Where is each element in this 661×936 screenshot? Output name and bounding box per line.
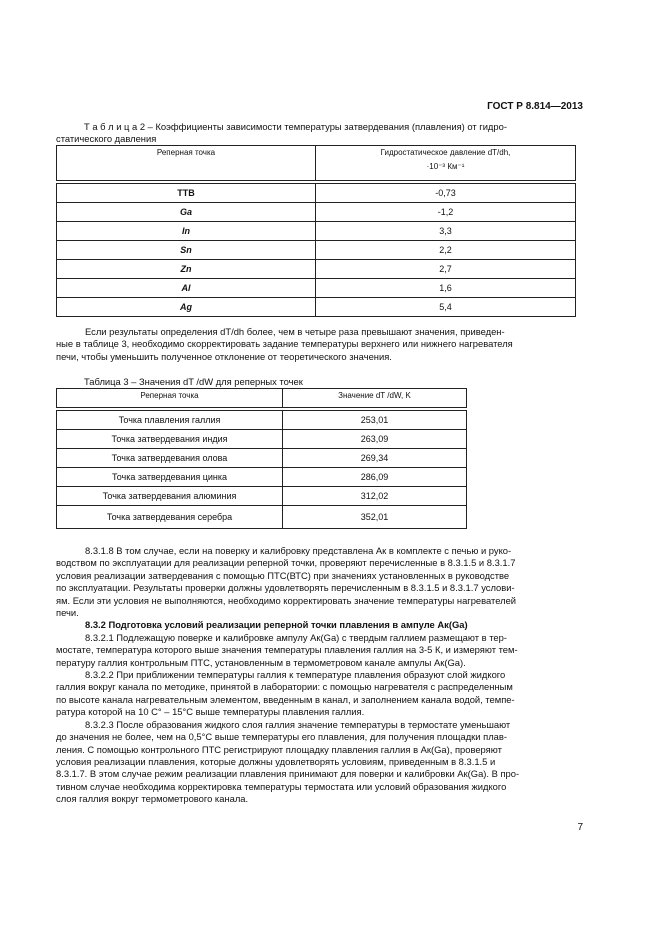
table2-point: Ga: [57, 203, 316, 222]
body-text: [56, 545, 584, 806]
page-number: 7: [577, 822, 583, 833]
table3-value: 269,34: [283, 449, 467, 468]
text-line: 8.3.1.7. В этом случае режим реализации плавления принимают для поверки и калибровки Ак(Ga). В про-: [56, 768, 520, 780]
text-line: пературу галлия контрольным ПТС, установленным в термометровом канале ампулы Ак(Ga).: [56, 656, 466, 668]
text-line: 8.3.1.8 В том случае, если на поверку и калибровку представлена Ак в комплекте с печью и руко-: [85, 545, 512, 556]
table-row: [57, 260, 576, 279]
text-line: до значения не более, чем на 0,5°С выше температуры его плавления, для получения площадки плав-: [56, 731, 507, 743]
text-line: условия реализации плавления, которые должны удовлетворять условиям, приведенным в 8.3.1.5 и: [56, 755, 496, 767]
table3-point: Точка затвердевания олова: [57, 449, 283, 468]
text-line: галлия вокруг канала по методике, принятой в лаборатории: с помощью нагревателя с распределенным: [56, 681, 513, 693]
table2-point: ТТВ: [57, 184, 316, 203]
table2-point: Ag: [57, 298, 316, 317]
table3-point: Точка затвердевания цинка: [57, 468, 283, 487]
text-line: по эксплуатации. Результаты проверки должны удовлетворять перечисленным в 8.3.1.5 и 8.3.1.7 услови-: [56, 582, 515, 594]
text-line: тивном случае необходима корректировка температуры термостата или условий образования жидкого: [56, 780, 507, 792]
table2-caption-cont: статического давления: [56, 133, 157, 144]
table3-value: 286,09: [283, 468, 467, 487]
table2-point: Al: [57, 279, 316, 298]
text-line: печи, чтобы уменьшить полученное отклонение от теоретического значения.: [56, 350, 392, 362]
table2-point: Zn: [57, 260, 316, 279]
table-row: [57, 506, 467, 529]
text-line: печи.: [56, 607, 79, 619]
table-row: [57, 203, 576, 222]
paragraph-dtdh: [56, 326, 584, 363]
table-row: [57, 279, 576, 298]
section-heading: 8.3.2 Подготовка условий реализации реперной точки плавления в ампуле Ак(Ga): [85, 619, 468, 631]
table3-value: 263,09: [283, 430, 467, 449]
table3-value: 312,02: [283, 487, 467, 506]
table-row: [57, 184, 576, 203]
table-row: [57, 298, 576, 317]
table2-caption: Т а б л и ц а 2 – Коэффициенты зависимости температуры затвердевания (плавления) от гидро-: [84, 121, 507, 132]
text-line: 8.3.2.1 Подлежащую поверке и калибровке ампулу Ак(Ga) с твердым галлием размещают в тер-: [85, 631, 507, 643]
text-line: ные в таблице 3, необходимо скорректировать задание температуры верхнего или нижнего нагревателя: [56, 338, 513, 350]
text-line: ления. С помощью контрольного ПТС регистрируют площадку плавления галлия в Ак(Ga), проверяют: [56, 743, 502, 755]
table2-col2-unit: ·10⁻³ Км⁻¹: [426, 162, 465, 171]
table2-value: 2,7: [316, 260, 576, 279]
table2-value: 3,3: [316, 222, 576, 241]
table3-point: Точка затвердевания индия: [57, 430, 283, 449]
table3: [56, 388, 467, 529]
table-row: [57, 222, 576, 241]
table3-col2: Значение dT /dW, K: [283, 389, 467, 408]
table-row: [57, 411, 467, 430]
table3-value: 253,01: [283, 411, 467, 430]
table3-col1: Реперная точка: [57, 389, 283, 408]
text-line: условия реализации затвердевания с помощью ПТС(ВТС) при значениях установленных в руководстве: [56, 569, 510, 581]
table2-col2: [316, 146, 576, 181]
text-line: 8.3.2.3 После образования жидкого слоя галлия значение температуры в термостате уменьшают: [85, 718, 511, 730]
table-row: [57, 430, 467, 449]
table2-col2-title: Гидростатическое давление dT/dh,: [380, 148, 511, 157]
text-line: слоя галлия вокруг термометрового канала.: [56, 793, 249, 805]
table2-value: 2,2: [316, 241, 576, 260]
table3-point: Точка затвердевания алюминия: [57, 487, 283, 506]
text-line: ям. Если эти условия не выполняются, необходимо корректировать значение температуры нагревателей: [56, 594, 517, 606]
table-row: [57, 241, 576, 260]
table2-value: 1,6: [316, 279, 576, 298]
table3-point: Точка плавления галлия: [57, 411, 283, 430]
text-line: мостате, температура которого выше значения температуры плавления галлия на 3-5 К, и измеряют тем-: [56, 644, 518, 656]
table-row: [57, 449, 467, 468]
table3-value: 352,01: [283, 506, 467, 529]
text-line: Если результаты определения dT/dh более, чем в четыре раза превышают значения, приведен-: [85, 326, 505, 337]
standard-header: ГОСТ Р 8.814—2013: [487, 101, 583, 112]
table3-caption: Таблица 3 – Значения dT /dW для реперных точек: [84, 376, 303, 387]
table2-value: -0,73: [316, 184, 576, 203]
text-line: 8.3.2.2 При приближении температуры галлия к температуре плавления образуют слой жидкого: [85, 669, 506, 681]
table2-point: Sn: [57, 241, 316, 260]
table-row: [57, 487, 467, 506]
table-row: [57, 468, 467, 487]
table2-value: 5,4: [316, 298, 576, 317]
table2-col1: Реперная точка: [57, 146, 316, 181]
table2-point: In: [57, 222, 316, 241]
table2: [56, 145, 576, 317]
table3-point: Точка затвердевания серебра: [57, 506, 283, 529]
text-line: водством по эксплуатации для реализации реперной точки, проверяют перечисленные в 8.3.1.5 и 8.3.1.7: [56, 557, 516, 569]
table2-value: -1,2: [316, 203, 576, 222]
text-line: по высоте канала нагревательным элементом, введенным в канал, и заполнением канала водой, темпе-: [56, 693, 515, 705]
text-line: ратура которой на 10 С° – 15°С выше температуры плавления галлия.: [56, 706, 365, 718]
